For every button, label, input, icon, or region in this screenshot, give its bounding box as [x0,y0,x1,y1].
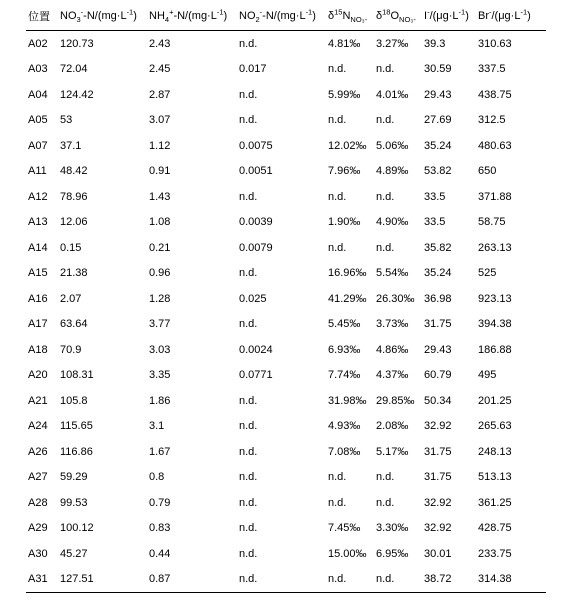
cell-site: A05 [28,114,48,127]
cell-delta18o: 29.85‰ [376,394,415,407]
cell-nitrite: 0.0771 [239,369,273,382]
cell-nitrate: 120.73 [60,37,94,50]
cell-nitrite: 0.0079 [239,241,273,254]
cell-nitrite: n.d. [239,318,258,331]
table-row [26,261,546,287]
cell-delta18o: 6.95‰ [376,547,409,560]
cell-bromide: 265.63 [478,420,512,433]
cell-delta15n: 31.98‰ [328,394,367,407]
cell-site: A20 [28,369,48,382]
cell-ammonium: 0.83 [149,522,171,535]
cell-nitrite: 0.0051 [239,165,273,178]
header-bromide: $Br^-/(\mu g\cdot L^{-1})$ [476,2,546,31]
cell-iodide: 29.43 [424,88,452,101]
cell-iodide: 53.82 [424,165,452,178]
cell-nitrate: 48.42 [60,165,88,178]
cell-delta15n: 7.45‰ [328,522,361,535]
cell-iodide: 60.79 [424,369,452,382]
cell-nitrite: n.d. [239,445,258,458]
cell-iodide: 32.92 [424,522,452,535]
cell-nitrate: 59.29 [60,471,88,484]
cell-nitrite: 0.0039 [239,216,273,229]
cell-delta15n: n.d. [328,241,347,254]
cell-ammonium: 3.03 [149,343,171,356]
table-row [26,439,546,465]
cell-delta18o: n.d. [376,496,395,509]
cell-delta15n: n.d. [328,190,347,203]
cell-iodide: 29.43 [424,343,452,356]
cell-nitrite: n.d. [239,88,258,101]
cell-site: A28 [28,496,48,509]
table-row [26,210,546,236]
cell-nitrate: 12.06 [60,216,88,229]
cell-ammonium: 1.86 [149,394,171,407]
table-row [26,31,546,57]
cell-delta18o: n.d. [376,114,395,127]
cell-bromide: 337.5 [478,63,506,76]
cell-site: A26 [28,445,48,458]
cell-delta18o: n.d. [376,241,395,254]
cell-site: A27 [28,471,48,484]
cell-iodide: 38.72 [422,567,476,593]
cell-nitrite: n.d. [239,496,258,509]
cell-nitrite: 0.0075 [239,139,273,152]
cell-nitrate: 78.96 [60,190,88,203]
table-row [26,516,546,542]
cell-iodide: 39.3 [424,37,446,50]
cell-iodide: 32.92 [424,420,452,433]
cell-nitrate: 21.38 [60,267,88,280]
cell-bromide: 361.25 [478,496,512,509]
cell-ammonium: 1.43 [149,190,171,203]
table-body [26,31,546,593]
header-delta18o: $\delta^{18}O_{NO_3-}$ [374,2,422,31]
table-row [26,414,546,440]
cell-delta15n: n.d. [328,63,347,76]
cell-nitrite: 0.017 [239,63,267,76]
cell-ammonium: 3.07 [149,114,171,127]
cell-ammonium: 1.28 [149,292,171,305]
cell-iodide: 31.75 [424,445,452,458]
cell-bromide: 525 [478,267,497,280]
cell-site: A13 [28,216,48,229]
cell-ammonium: 0.87 [147,567,237,593]
cell-bromide: 428.75 [478,522,512,535]
cell-nitrite: n.d. [239,190,258,203]
table-row [26,363,546,389]
cell-delta15n: 5.45‰ [328,318,361,331]
cell-site: A14 [28,241,48,254]
cell-bromide: 480.63 [478,139,512,152]
cell-nitrite: n.d. [239,471,258,484]
cell-iodide: 30.59 [424,63,452,76]
header-row [26,2,546,31]
cell-ammonium: 0.79 [149,496,171,509]
cell-site: A03 [28,63,48,76]
cell-nitrate: 108.31 [60,369,94,382]
cell-delta15n: 7.96‰ [328,165,361,178]
table-row [26,490,546,516]
cell-delta15n: 1.90‰ [328,216,361,229]
cell-site: A30 [28,547,48,560]
cell-ammonium: 1.12 [149,139,171,152]
cell-nitrate: 63.64 [60,318,88,331]
cell-iodide: 31.75 [424,471,452,484]
cell-bromide: 312.5 [478,114,506,127]
cell-delta15n: n.d. [328,496,347,509]
cell-nitrate: 0.15 [60,241,82,254]
header-nitrite: $NO_2^--N/(mg\cdot L^{-1})$ [237,2,326,31]
cell-ammonium: 0.21 [149,241,171,254]
cell-nitrite: n.d. [239,267,258,280]
cell-site: A24 [28,420,48,433]
cell-delta15n: n.d. [328,471,347,484]
cell-bromide: 310.63 [478,37,512,50]
cell-nitrate: 100.12 [60,522,94,535]
cell-nitrate: 53 [60,114,73,127]
cell-delta15n: 12.02‰ [328,139,367,152]
cell-ammonium: 0.96 [149,267,171,280]
cell-nitrate: 105.8 [60,394,88,407]
cell-ammonium: 1.67 [149,445,171,458]
cell-bromide: 263.13 [478,241,512,254]
cell-site: A18 [28,343,48,356]
cell-bromide: 371.88 [478,190,512,203]
cell-site: A02 [28,37,48,50]
cell-bromide: 438.75 [478,88,512,101]
cell-nitrite: n.d. [239,420,258,433]
cell-iodide: 32.92 [424,496,452,509]
cell-nitrite: n.d. [239,114,258,127]
cell-nitrite: n.d. [239,394,258,407]
cell-delta18o: 4.90‰ [376,216,409,229]
cell-bromide: 58.75 [478,216,506,229]
cell-nitrate: 115.65 [60,420,93,433]
table-row [26,159,546,185]
cell-delta18o: 26.30‰ [376,292,415,305]
table-row [26,82,546,108]
cell-site: A04 [28,88,48,101]
table-row [26,133,546,159]
cell-delta15n: n.d. [326,567,374,593]
cell-delta18o: 3.30‰ [376,522,409,535]
cell-ammonium: 2.45 [149,63,171,76]
cell-bromide: 186.88 [478,343,512,356]
cell-ammonium: 3.35 [149,369,171,382]
table-row [26,108,546,134]
cell-bromide: 495 [478,369,497,382]
cell-ammonium: 2.43 [149,37,171,50]
cell-ammonium: 3.77 [149,318,171,331]
cell-nitrate: 37.1 [60,139,82,152]
cell-site: A31 [26,567,58,593]
cell-delta18o: 4.89‰ [376,165,409,178]
cell-nitrite: 0.025 [239,292,267,305]
table-row [26,184,546,210]
cell-bromide: 650 [478,165,497,178]
cell-iodide: 35.82 [424,241,452,254]
cell-delta15n: 4.93‰ [328,420,361,433]
cell-bromide: 248.13 [478,445,512,458]
cell-site: A15 [28,267,48,280]
cell-nitrite: n.d. [239,37,258,50]
header-site: 位置 [26,2,58,31]
cell-delta18o: n.d. [376,471,395,484]
cell-bromide: 233.75 [478,547,512,560]
cell-site: A07 [28,139,48,152]
cell-delta18o: 2.08‰ [376,420,409,433]
table-row [26,286,546,312]
table-row [26,388,546,414]
cell-iodide: 50.34 [424,394,452,407]
cell-delta15n: n.d. [328,114,347,127]
cell-delta18o: 4.01‰ [376,88,409,101]
table-row [26,57,546,83]
cell-nitrate: 99.53 [60,496,88,509]
cell-ammonium: 0.44 [149,547,171,560]
cell-ammonium: 1.08 [149,216,171,229]
header-delta15n: $\delta^{15}N_{NO_3-}$ [326,2,374,31]
cell-delta18o: 5.06‰ [376,139,409,152]
table-row [26,337,546,363]
header-ammonium: $NH_4^+-N/(mg\cdot L^{-1})$ [147,2,237,31]
cell-ammonium: 0.91 [149,165,171,178]
table-row [26,312,546,338]
table-row [26,235,546,261]
table-row [26,541,546,567]
cell-bromide: 513.13 [478,471,512,484]
cell-delta18o: 4.37‰ [376,369,409,382]
cell-site: A29 [28,522,48,535]
cell-delta18o: 3.73‰ [376,318,409,331]
cell-delta15n: 5.99‰ [328,88,361,101]
cell-delta15n: 4.81‰ [328,37,361,50]
cell-nitrate: 45.27 [60,547,88,560]
cell-site: A11 [28,165,47,178]
cell-ammonium: 2.87 [149,88,171,101]
cell-nitrite: n.d. [237,567,326,593]
cell-ammonium: 0.8 [149,471,165,484]
cell-delta15n: 7.08‰ [328,445,361,458]
cell-iodide: 33.5 [424,190,446,203]
cell-delta15n: 41.29‰ [328,292,367,305]
cell-nitrate: 124.42 [60,88,94,101]
header-iodide: $I^-/(\mu g\cdot L^{-1})$ [422,2,476,31]
cell-nitrite: 0.0024 [239,343,273,356]
table-row [26,465,546,491]
cell-nitrite: n.d. [239,547,258,560]
cell-delta18o: n.d. [376,63,395,76]
cell-delta15n: 16.96‰ [328,267,367,280]
cell-site: A16 [28,292,48,305]
cell-iodide: 33.5 [424,216,446,229]
cell-bromide: 314.38 [476,567,546,593]
cell-delta15n: 7.74‰ [328,369,361,382]
cell-nitrate: 116.86 [60,445,93,458]
cell-delta18o: 5.17‰ [376,445,409,458]
cell-site: A21 [28,394,48,407]
cell-delta18o: 3.27‰ [376,37,409,50]
cell-ammonium: 3.1 [149,420,165,433]
cell-delta15n: 6.93‰ [328,343,361,356]
cell-delta18o: 4.86‰ [376,343,409,356]
cell-nitrate: 72.04 [60,63,88,76]
table-row [26,567,546,593]
cell-delta15n: 15.00‰ [328,547,367,560]
cell-nitrate: 70.9 [60,343,82,356]
cell-delta18o: n.d. [374,567,422,593]
cell-delta18o: n.d. [376,190,395,203]
cell-site: A12 [28,190,48,203]
cell-nitrite: n.d. [239,522,258,535]
data-table [26,2,546,593]
cell-bromide: 394.38 [478,318,512,331]
cell-iodide: 31.75 [424,318,452,331]
cell-site: A17 [28,318,48,331]
cell-nitrate: 2.07 [60,292,82,305]
cell-delta18o: 5.54‰ [376,267,409,280]
header-nitrate: $NO_3^--N/(mg\cdot L^{-1})$ [58,2,147,31]
cell-iodide: 35.24 [424,139,452,152]
cell-nitrate: 127.51 [58,567,147,593]
cell-bromide: 201.25 [478,394,512,407]
cell-iodide: 36.98 [424,292,452,305]
cell-iodide: 30.01 [424,547,452,560]
cell-bromide: 923.13 [478,292,512,305]
cell-iodide: 27.69 [424,114,452,127]
cell-iodide: 35.24 [424,267,452,280]
